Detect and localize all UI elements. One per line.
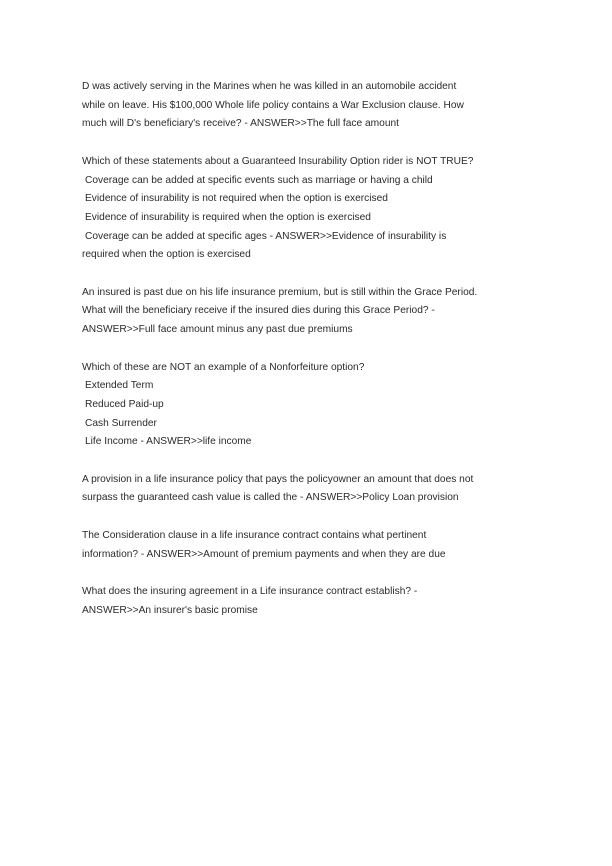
text-line: information? - ANSWER>>Amount of premium payments and when they are due [82,548,446,560]
answer-option: Evidence of insurability is not required when the option is exercised [85,193,388,205]
qa-block-war-exclusion [82,78,522,134]
text-line: The Consideration clause in a life insurance contract contains what pertinent [82,529,427,541]
text-line: What does the insuring agreement in a Life insurance contract establish? - [82,585,418,597]
qa-block-consideration-clause [82,527,522,564]
answer-option: Extended Term [85,380,154,392]
answer-option: Reduced Paid-up [85,398,164,410]
question-text: Which of these statements about a Guaranteed Insurability Option rider is NOT TRUE? [82,155,474,167]
question-text: Which of these are NOT an example of a Nonforfeiture option? [82,361,365,373]
answer-option: Cash Surrender [85,417,157,429]
answer-option: Coverage can be added at specific events such as marriage or having a child [85,174,433,186]
text-line: D was actively serving in the Marines when he was killed in an automobile accident [82,81,457,92]
text-line: ANSWER>>Full face amount minus any past due premiums [82,324,353,336]
text-line: required when the option is exercised [82,249,251,261]
qa-block-policy-loan [82,471,522,508]
text-line: An insured is past due on his life insurance premium, but is still within the Grace Period. [82,286,478,298]
qa-block-nonforfeiture [82,359,522,453]
qa-block-guaranteed-insurability [82,153,522,265]
text-line: much will D's beneficiary's receive? - ANSWER>>The full face amount [82,118,399,130]
answer-option: Coverage can be added at specific ages - ANSWER>>Evidence of insurability is [85,230,447,242]
qa-block-grace-period [82,284,522,340]
text-line: while on leave. His $100,000 Whole life policy contains a War Exclusion clause. How [82,99,464,111]
qa-block-insuring-agreement [82,583,522,620]
text-line: surpass the guaranteed cash value is called the - ANSWER>>Policy Loan provision [82,492,459,504]
text-line: What will the beneficiary receive if the insured dies during this Grace Period? - [82,305,435,317]
document-body [82,78,522,639]
text-line: ANSWER>>An insurer's basic promise [82,604,258,616]
answer-option: Evidence of insurability is required when the option is exercised [85,211,371,223]
answer-option: Life Income - ANSWER>>life income [85,436,252,448]
text-line: A provision in a life insurance policy that pays the policyowner an amount that does not [82,473,474,485]
